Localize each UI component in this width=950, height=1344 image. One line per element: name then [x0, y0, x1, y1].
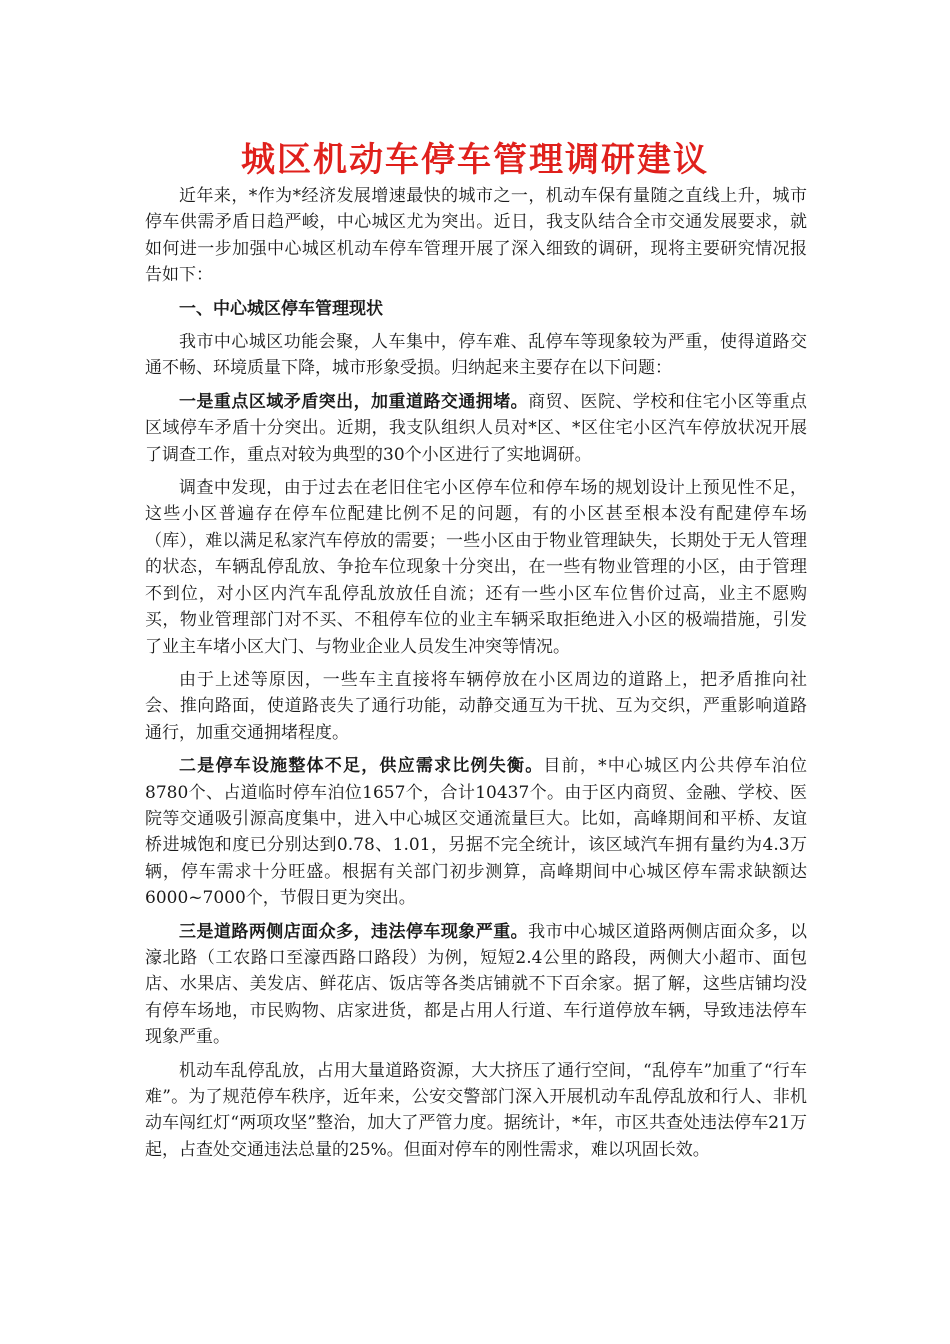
point-2-paragraph — [145, 753, 807, 911]
point-1-text: 商贸、医院、学校和住宅小区等重点区域停车矛盾十分突出。近期，我支队组织人员对*区、*区住宅小区汽车停放状况开展了调查工作，重点对较为典型的30个小区进行了实地调研。 — [145, 391, 808, 465]
point-1-lead: 一是重点区域矛盾突出，加重道路交通拥堵。 — [179, 391, 529, 412]
point-1-paragraph — [145, 389, 807, 468]
point-3-text: 我市中心城区道路两侧店面众多，以濠北路（工农路口至濠西路口路段）为例，短短2.4公里的路段，两侧大小超市、面包店、水果店、美发店、鲜花店、饭店等各类店铺就不下百余家。据了解，这些店铺均没有停车场地，市民购物、店家进货，都是占用人行道、车行道停放车辆，导致违法停车现象严重。 — [145, 921, 808, 1048]
intro-paragraph: 近年来，*作为*经济发展增速最快的城市之一，机动车保有量随之直线上升，城市停车供需矛盾日趋严峻，中心城区尤为突出。近日，我支队结合全市交通发展要求，就如何进一步加强中心城区机动车停车管理开展了深入细致的调研，现将主要研究情况报告如下： — [145, 186, 807, 286]
point-3-paragraph — [145, 919, 807, 1051]
point-2-text: 目前，*中心城区内公共停车泊位8780个、占道临时停车泊位1657个，合计10437个。由于区内商贸、金融、学校、医院等交通吸引源高度集中，进入中心城区交通流量巨大。比如，高峰期间和平桥、友谊桥进城饱和度已分别达到0.78、1.01，另据不完全统计，该区域汽车拥有量约为4.3万辆，停车需求十分旺盛。根据有关部门初步测算，高峰期间中心城区停车需求缺额达6000~7000个，节假日更为突出。 — [145, 756, 808, 909]
document-body — [145, 183, 807, 1170]
section-heading: 一、中心城区停车管理现状 — [179, 298, 383, 319]
document-title: 城区机动车停车管理调研建议 — [241, 140, 709, 180]
point-3-lead: 三是道路两侧店面众多，违法停车现象严重。 — [179, 921, 529, 942]
point-2-lead: 二是停车设施整体不足，供应需求比例失衡。 — [179, 756, 544, 777]
point-1-consequence-paragraph: 由于上述等原因，一些车主直接将车辆停放在小区周边的道路上，把矛盾推向社会、推向路面，使道路丧失了通行功能，动静交通互为干扰、互为交织，严重影响道路通行，加重交通拥堵程度。 — [145, 669, 807, 743]
point-3-detail-paragraph: 机动车乱停乱放，占用大量道路资源，大大挤压了通行空间，“乱停车”加重了“行车难”。为了规范停车秩序，近年来，公安交警部门深入开展机动车乱停乱放和行人、非机动车闯红灯“两项攻坚”整治，加大了严管力度。据统计，*年，市区共查处违法停车21万起，占查处交通违法总量的25%。但面对停车的刚性需求，难以巩固长效。 — [145, 1060, 807, 1160]
section-intro-paragraph: 我市中心城区功能会聚，人车集中，停车难、乱停车等现象较为严重，使得道路交通不畅、环境质量下降，城市形象受损。归纳起来主要存在以下问题： — [145, 332, 807, 379]
point-1-detail-paragraph: 调查中发现，由于过去在老旧住宅小区停车位和停车场的规划设计上预见性不足，这些小区普遍存在停车位配建比例不足的问题，有的小区甚至根本没有配建停车场（库），难以满足私家汽车停放的需要；一些小区由于物业管理缺失，长期处于无人管理的状态，车辆乱停乱放、争抢车位现象十分突出，在一些有物业管理的小区，由于管理不到位，对小区内汽车乱停乱放放任自流；还有一些小区车位售价过高，业主不愿购买，物业管理部门对不买、不租停车位的业主车辆采取拒绝进入小区的极端措施，引发了业主车堵小区大门、与物业企业人员发生冲突等情况。 — [145, 478, 807, 657]
